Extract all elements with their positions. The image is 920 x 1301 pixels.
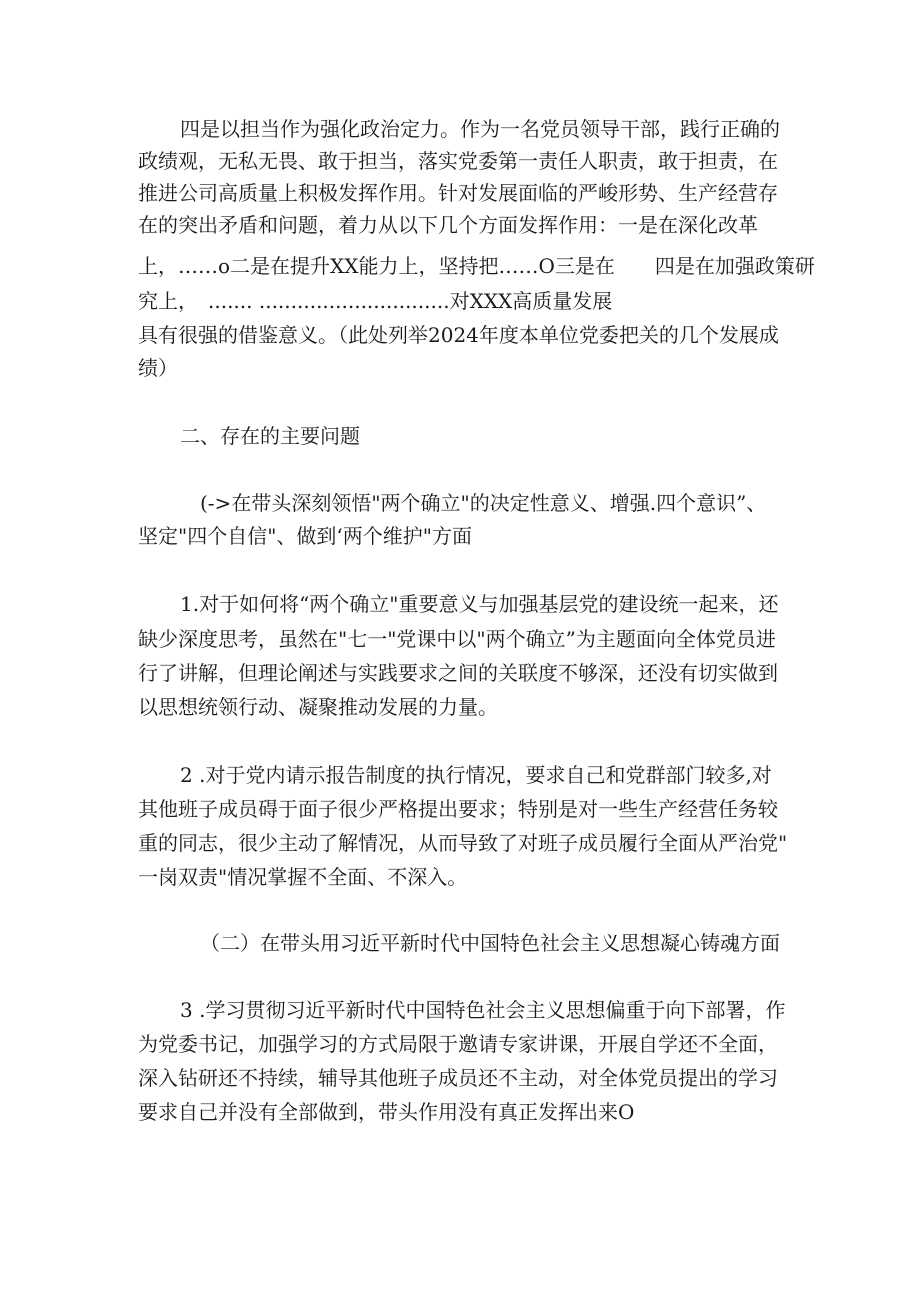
text-line: 一岗双责"情况掌握不全面、不深入。	[138, 865, 468, 889]
text-line: 以思想统领行动、凝聚推动发展的力量。	[138, 695, 498, 719]
text-line: 四是以担当作为强化政治定力。作为一名党员领导干部，践行正确的	[180, 117, 780, 141]
text-line: 要求自己并没有全部做到，带头作用没有真正发挥出来O	[138, 1100, 635, 1124]
text-line: 行了讲解，但理论阐述与实践要求之间的关联度不够深，还没有切实做到	[138, 661, 778, 685]
text-line: 为党委书记，加强学习的方式局限于邀请专家讲课，开展自学还不全面，	[138, 1032, 778, 1056]
text-line: (->在带头深刻领悟"两个确立"的决定性意义、增强.四个意识”、	[200, 491, 767, 515]
text-line: 推进公司高质量上积极发挥作用。针对发展面临的严峻形势、生产经营存	[138, 181, 778, 205]
text-line: 上，……o二是在提升XX能力上，坚持把……O三是在 四是在加强政策研	[138, 254, 815, 278]
text-line: 政绩观，无私无畏、敢于担当，落实党委第一责任人职责，敢于担责，在	[138, 149, 778, 173]
text-line: 坚定"四个自信"、做到‘两个维护"方面	[138, 524, 472, 548]
text-line: 其他班子成员碍于面子很少严格提出要求；特别是对一些生产经营任务较	[138, 797, 778, 821]
text-line: 究上， ....... ..............................对XXX高质量发展	[138, 289, 613, 313]
text-line: 具有很强的借鉴意义。（此处列举2024年度本单位党委把关的几个发展成	[138, 323, 779, 347]
text-line: 缺少深度思考，虽然在"七一"党课中以"两个确立”为主题面向全体党员进	[138, 627, 776, 651]
text-line: 3 .学习贯彻习近平新时代中国特色社会主义思想偏重于向下部署，作	[180, 998, 786, 1022]
text-line: 绩）	[138, 356, 178, 380]
text-line: 2 .对于党内请示报告制度的执行情况，要求自己和党群部门较多,对	[180, 763, 772, 787]
text-line: 深入钻研还不持续，辅导其他班子成员还不主动，对全体党员提出的学习	[138, 1066, 778, 1090]
text-line: 在的突出矛盾和问题，着力从以下几个方面发挥作用：一是在深化改革	[138, 213, 758, 237]
text-line: 1.对于如何将“两个确立"重要意义与加强基层党的建设统一起来，还	[180, 592, 779, 616]
text-line: 重的同志，很少主动了解情况，从而导致了对班子成员履行全面从严治党"	[138, 831, 788, 855]
section-heading: 二、存在的主要问题	[180, 424, 360, 448]
subsection-heading-two: （二）在带头用习近平新时代中国特色社会主义思想凝心铸魂方面	[200, 931, 780, 955]
